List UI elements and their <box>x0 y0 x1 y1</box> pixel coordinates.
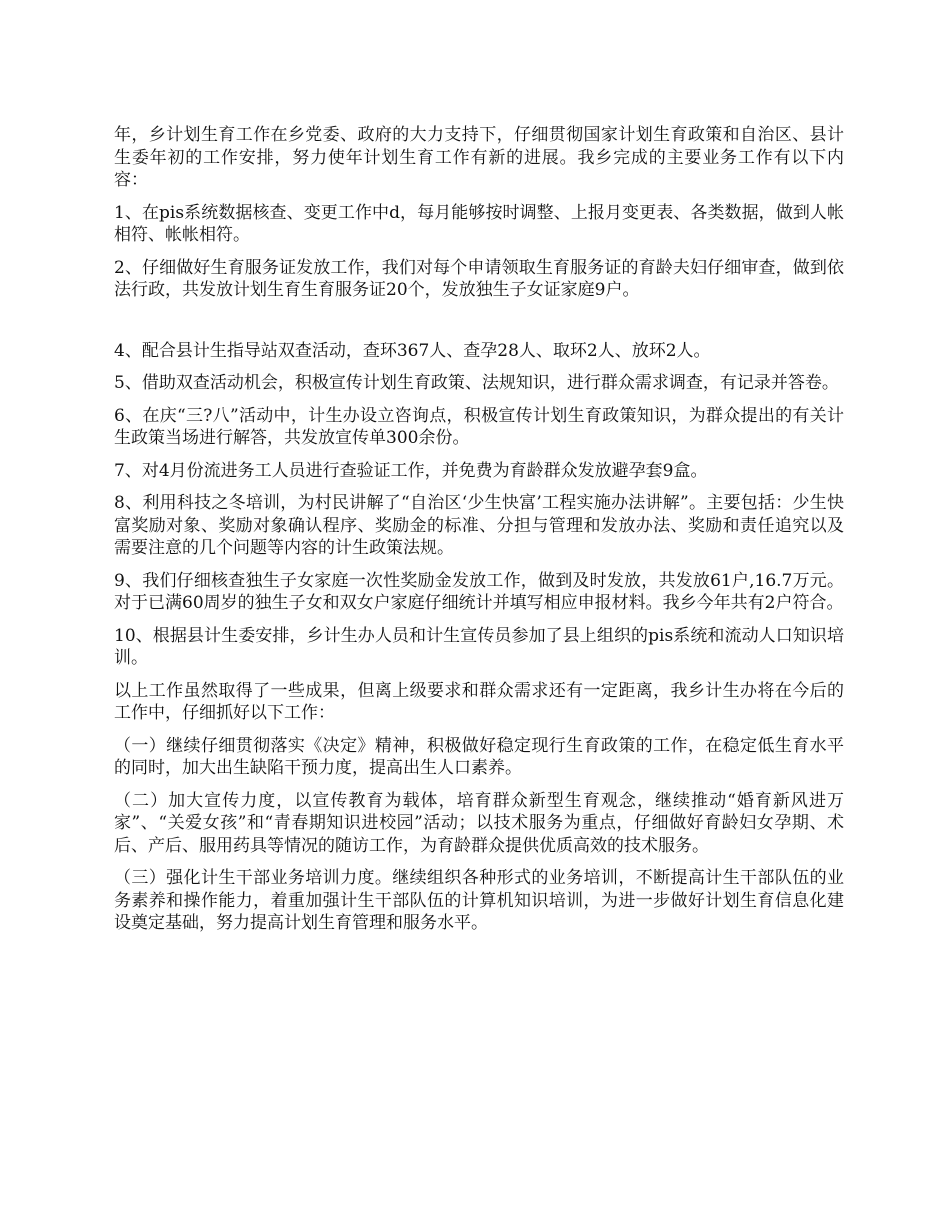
paragraph-item-1: 1、在pis系统数据核查、变更工作中d，每月能够按时调整、上报月变更表、各类数据，做到人帐相符、帐帐相符。 <box>114 202 844 245</box>
paragraph-item-7: 7、对4月份流进务工人员进行查验证工作，并免费为育龄群众发放避孕套9盒。 <box>114 460 708 481</box>
paragraph-plan-1: （一）继续仔细贯彻落实《决定》精神，积极做好稳定现行生育政策的工作，在稳定低生育水平的同时，加大出生缺陷干预力度，提高出生人口素养。 <box>114 735 844 778</box>
paragraph-item-4: 4、配合县计生指导站双查活动，查环367人、查孕28人、取环2人、放环2人。 <box>114 340 711 361</box>
paragraph-summary: 以上工作虽然取得了一些成果，但离上级要求和群众需求还有一定距离，我乡计生办将在今后的工作中，仔细抓好以下工作： <box>114 680 844 723</box>
paragraph-item-9: 9、我们仔细核查独生子女家庭一次性奖励金发放工作，做到及时发放，共发放61户,16.7万元。对于已满60周岁的独生子女和双女户家庭仔细统计并填写相应申报材料。我乡今年共有2户符合。 <box>114 570 844 613</box>
paragraph-item-6: 6、在庆“三?八”活动中，计生办设立咨询点，积极宣传计划生育政策知识，为群众提出的有关计生政策当场进行解答，共发放宣传单300余份。 <box>114 405 844 448</box>
paragraph-intro: 年，乡计划生育工作在乡党委、政府的大力支持下，仔细贯彻国家计划生育政策和自治区、县计生委年初的工作安排，努力使年计划生育工作有新的进展。我乡完成的主要业务工作有以下内容： <box>114 125 844 190</box>
document-body <box>114 124 844 945</box>
paragraph-item-8: 8、利用科技之冬培训，为村民讲解了“自治区‘少生快富’工程实施办法讲解”。主要包括：少生快富奖励对象、奖励对象确认程序、奖励金的标准、分担与管理和发放办法、奖励和责任追究以及需要注意的几个问题等内容的计生政策法规。 <box>114 493 844 558</box>
paragraph-item-10: 10、根据县计生委安排，乡计生办人员和计生宣传员参加了县上组织的pis系统和流动人口知识培训。 <box>114 625 844 668</box>
paragraph-item-2: 2、仔细做好生育服务证发放工作，我们对每个申请领取生育服务证的育龄夫妇仔细审查，做到依法行政，共发放计划生育生育服务证20个，发放独生子女证家庭9户。 <box>114 257 844 300</box>
paragraph-plan-2: （二）加大宣传力度，以宣传教育为载体，培育群众新型生育观念，继续推动“婚育新风进万家”、“关爱女孩”和“青春期知识进校园”活动；以技术服务为重点，仔细做好育龄妇女孕期、术后、产后、服用药具等情况的随访工作，为育龄群众提供优质高效的技术服务。 <box>114 790 844 856</box>
blank-gap <box>114 312 844 340</box>
paragraph-item-5: 5、借助双查活动机会，积极宣传计划生育政策、法规知识，进行群众需求调查，有记录并答卷。 <box>114 373 839 393</box>
paragraph-plan-3: （三）强化计生干部业务培训力度。继续组织各种形式的业务培训，不断提高计生干部队伍的业务素养和操作能力，着重加强计生干部队伍的计算机知识培训，为进一步做好计划生育信息化建设奠定基础，努力提高计划生育管理和服务水平。 <box>114 868 844 933</box>
